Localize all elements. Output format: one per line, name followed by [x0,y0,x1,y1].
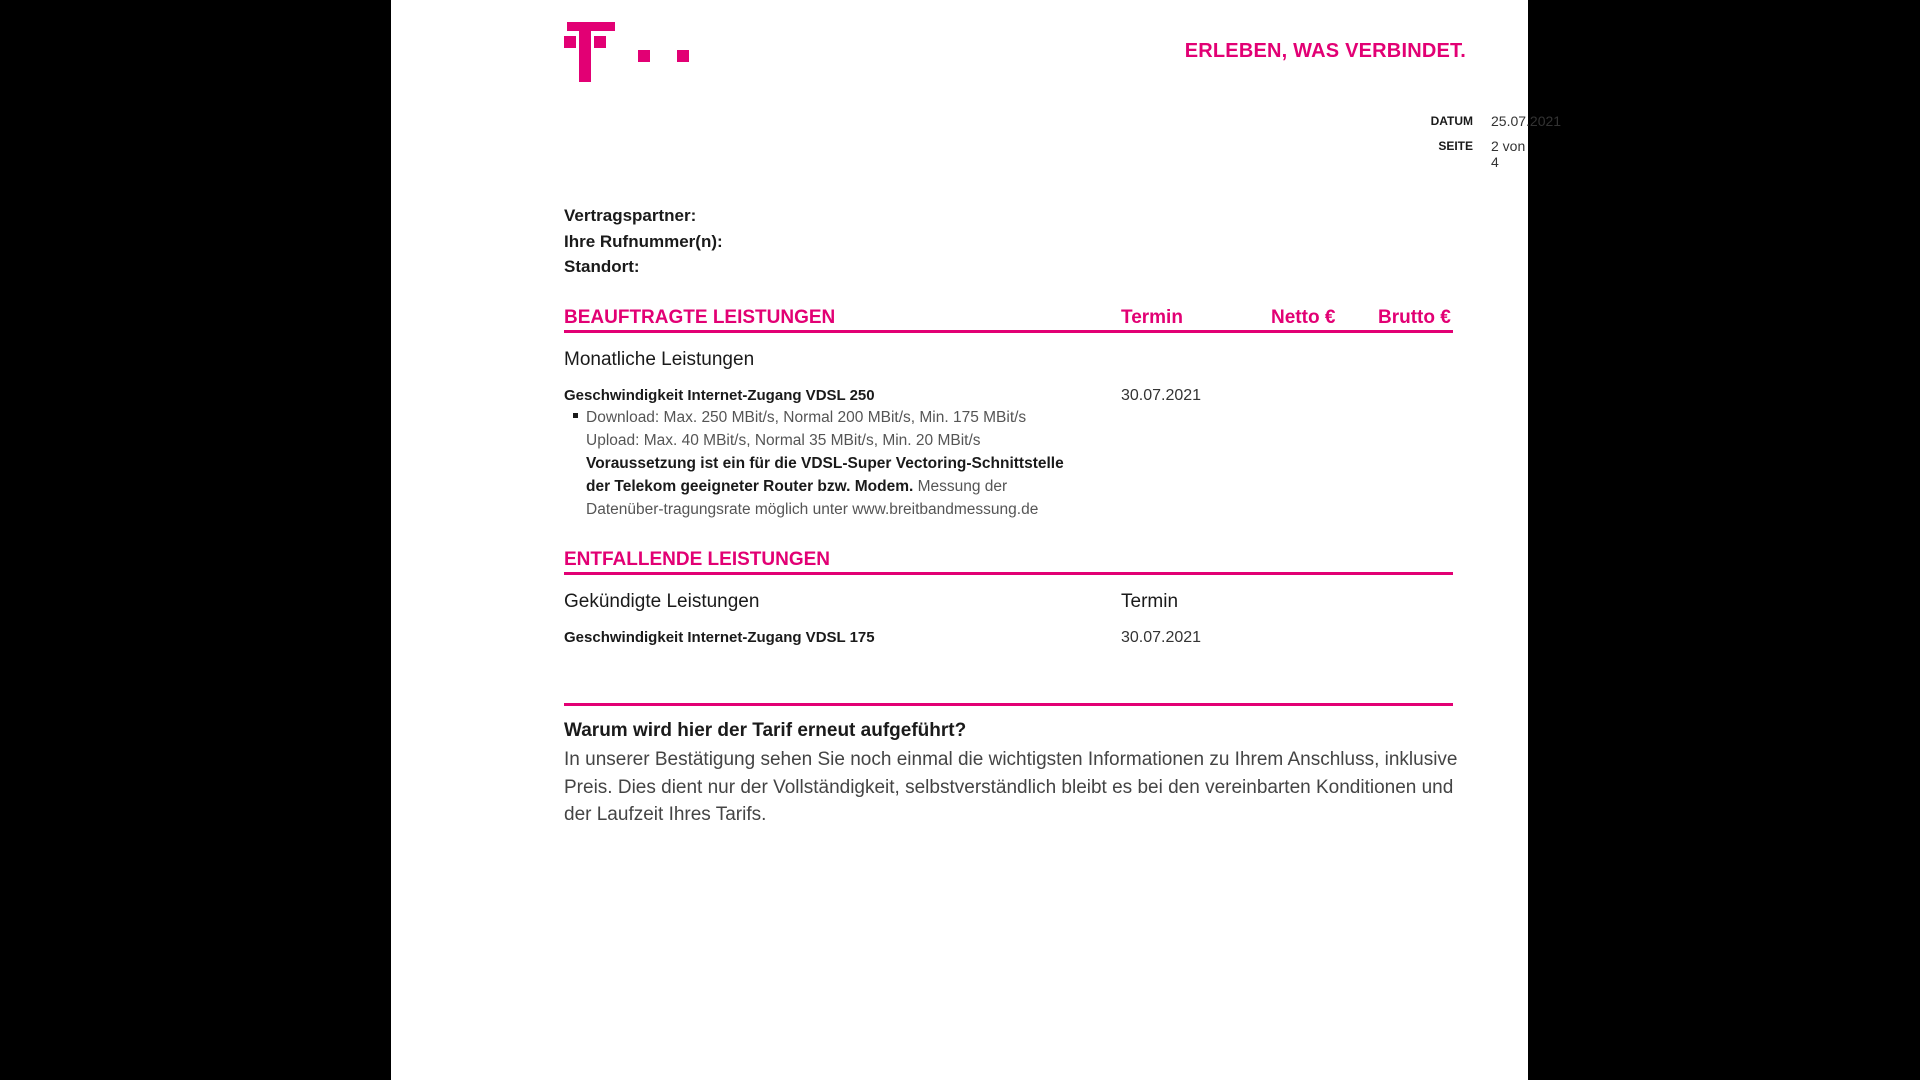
upload-speed-text: Upload: Max. 40 MBit/s, Normal 35 MBit/s, Min. 20 MBit/s [586,432,981,449]
slogan: ERLEBEN, WAS VERBINDET. [1184,40,1466,62]
location-label: Standort: [564,257,640,276]
cancelled-date-header: Termin [1121,591,1179,612]
date-label: DATUM [1430,114,1473,128]
faq-divider [564,703,1453,706]
cancelled-services-heading: Gekündigte Leistungen [564,591,760,612]
cancelled-item-date: 30.07.2021 [1121,629,1202,646]
page-value: 2 von 4 [1491,138,1526,170]
service-item-title: Geschwindigkeit Internet-Zugang VDSL 250 [564,387,875,404]
document-page [391,0,1562,1080]
cancelled-section-title: ENTFALLENDE LEISTUNGEN [564,549,831,570]
partner-label: Vertragspartner: [564,206,697,225]
column-gross-header: Brutto € [1378,307,1451,328]
column-date-header: Termin [1121,307,1183,328]
cancelled-item-title: Geschwindigkeit Internet-Zugang VDSL 175 [564,629,875,646]
section-divider [564,572,1453,575]
column-net-header: Netto € [1271,307,1336,328]
requirement-text [586,452,1086,521]
section-divider [564,330,1453,333]
download-speed-text: Download: Max. 250 MBit/s, Normal 200 MBit/s, Min. 175 MBit/s [586,409,1027,426]
faq-answer: In unserer Bestätigung sehen Sie noch einmal die wichtigsten Informationen zu Ihrem Anschluss, inklusive Preis. Dies dient nur der Vollständigkeit, selbstverständlich bleibt es bei den vereinbarten Konditionen und der Laufzeit Ihres Tarifs. [564,749,1458,825]
phone-label: Ihre Rufnummer(n): [564,232,723,251]
faq-question: Warum wird hier der Tarif erneut aufgeführt? [564,720,967,741]
service-item-description [586,406,1086,521]
telekom-logo-icon [564,22,689,82]
requirement-bold-text: Voraussetzung ist ein für die VDSL-Super Vectoring-Schnittstelle der Telekom geeigneter Router bzw. Modem. [586,455,1064,495]
date-value: 25.07.2021 [1491,113,1562,129]
measurement-text: Messung der Datenüber-tragungsrate möglich unter www.breitbandmessung.de [586,478,1039,518]
bullet-icon [573,413,578,418]
service-item-date: 30.07.2021 [1121,387,1202,404]
ordered-section-title: BEAUFTRAGTE LEISTUNGEN [564,307,836,328]
monthly-services-heading: Monatliche Leistungen [564,349,755,370]
page-label: SEITE [1438,139,1473,153]
